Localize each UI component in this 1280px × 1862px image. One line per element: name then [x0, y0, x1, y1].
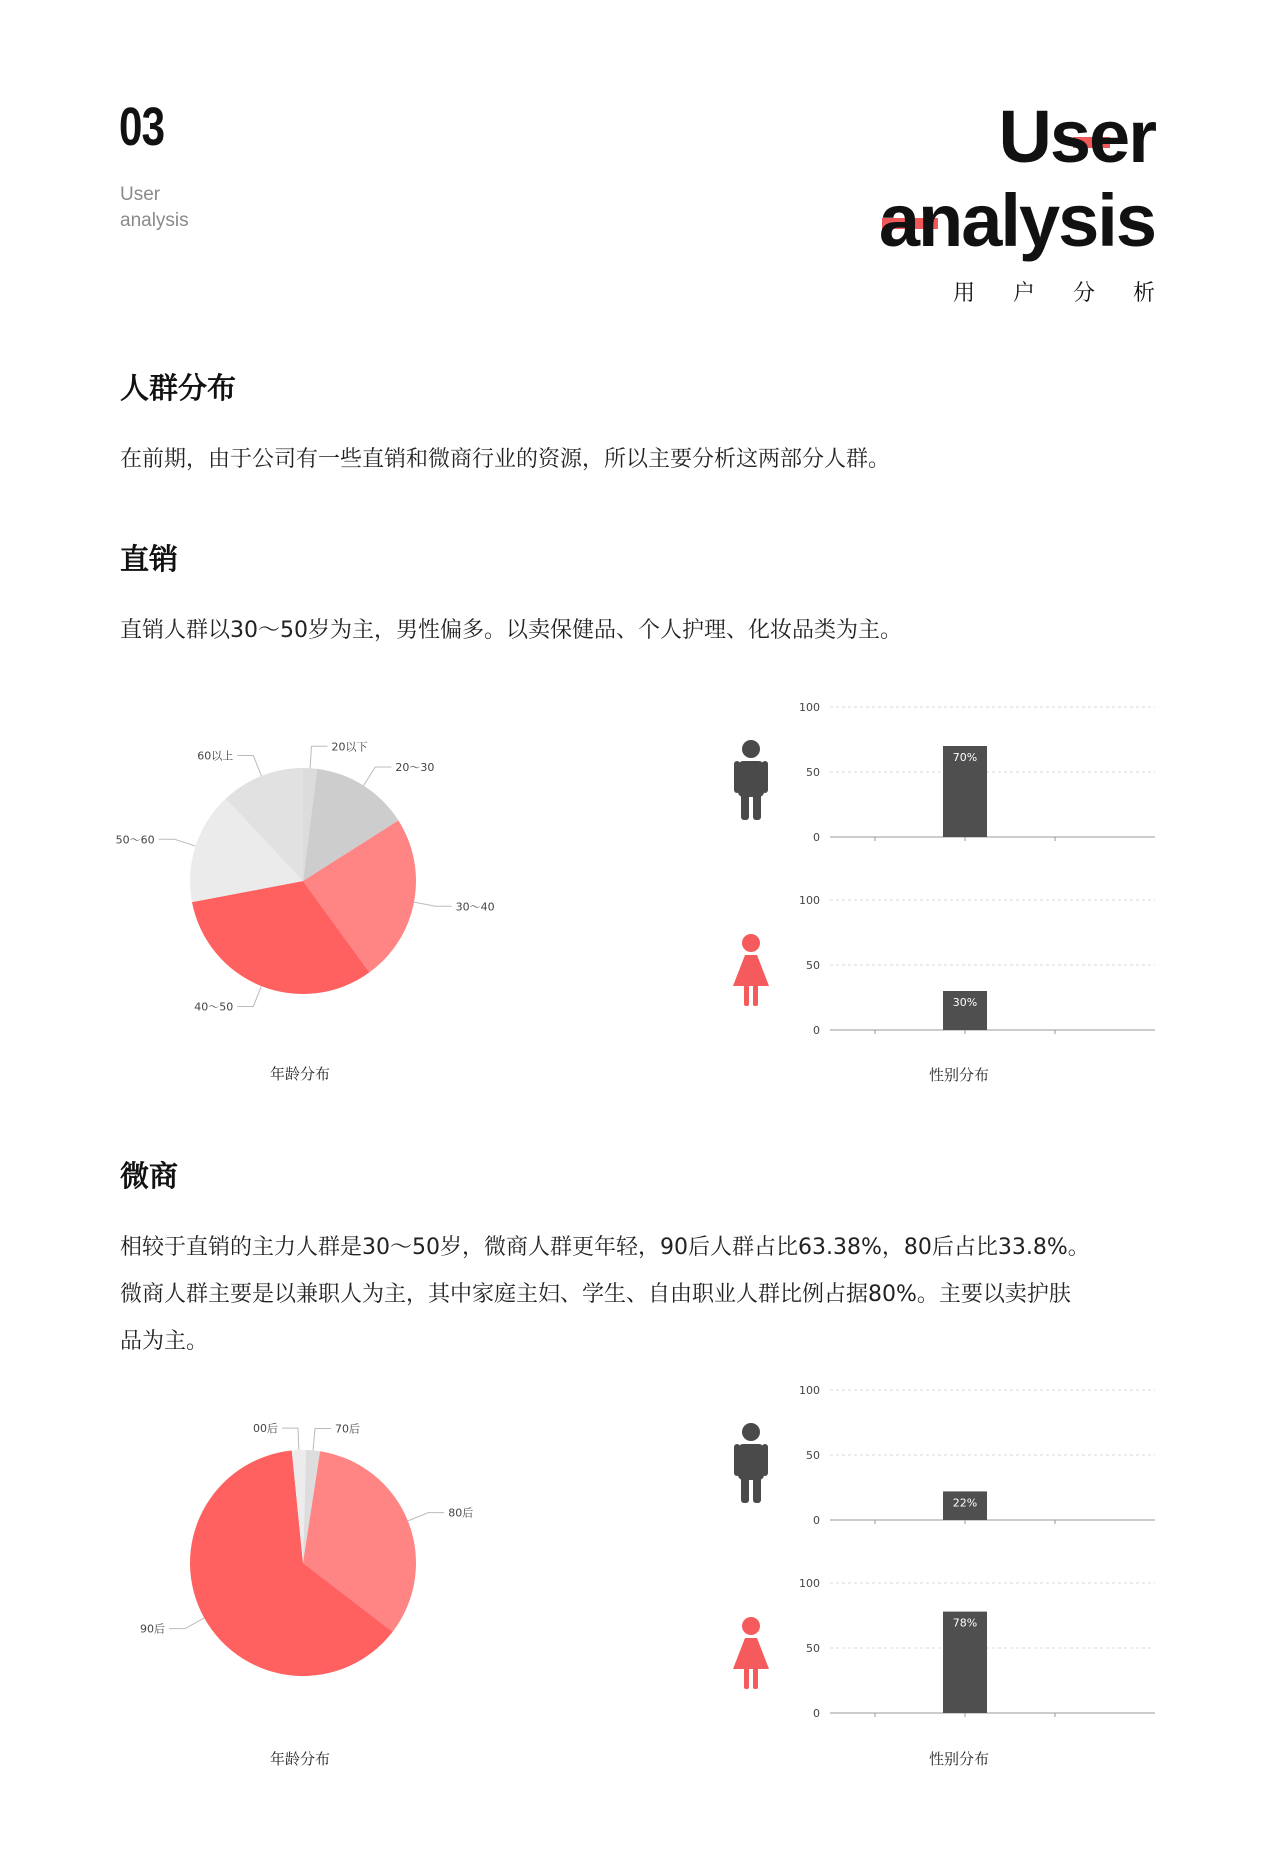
- gender-direct-male-bar-label: 70%: [952, 751, 978, 764]
- heading-direct-sales: 直销: [120, 542, 179, 576]
- gender-wechat-male-ytick-1: 50: [806, 1449, 820, 1462]
- gender-direct-female-ytick-0: 0: [813, 1024, 820, 1037]
- age-chart-caption-wechat: 年龄分布: [270, 1750, 331, 1768]
- age-direct-label-4: 50～60: [115, 833, 155, 847]
- age-direct-leader-2: [414, 902, 452, 906]
- age-wechat-leader-0: [313, 1429, 331, 1451]
- gender-direct-male-ytick-0: 0: [813, 831, 820, 844]
- gender-wechat-male-ytick-2: 100: [799, 1384, 820, 1397]
- paragraph-wechat-line-3: 品为主。: [120, 1329, 209, 1354]
- gender-direct-male-ytick-1: 50: [806, 766, 820, 779]
- heading-wechat: 微商: [120, 1159, 179, 1193]
- paragraph-wechat: [120, 1224, 1160, 1365]
- section-subtitle-line-2: analysis: [120, 210, 189, 231]
- section-subtitle-line-1: User: [120, 184, 161, 205]
- gender-direct-female-icon: [733, 934, 769, 1006]
- page-title-line-1: User: [998, 95, 1155, 178]
- gender-wechat-male-icon: [734, 1423, 768, 1503]
- gender-direct-female-bar-label: 30%: [952, 996, 978, 1009]
- age-direct-leader-4: [159, 839, 196, 846]
- age-wechat-leader-3: [282, 1428, 299, 1450]
- gender-wechat-female-bar-label: 78%: [952, 1616, 978, 1630]
- gender-direct-male-icon: [734, 740, 768, 820]
- age-direct-label-1: 20～30: [395, 761, 435, 775]
- heading-population: 人群分布: [120, 371, 237, 405]
- age-chart-caption-direct: 年龄分布: [270, 1065, 331, 1083]
- age-wechat-label-3: 00后: [253, 1422, 279, 1436]
- gender-wechat-female-ytick-1: 50: [806, 1642, 820, 1655]
- gender-bar-chart-wechat: [733, 1384, 1155, 1720]
- page-title-line-2: analysis: [878, 179, 1155, 262]
- gender-wechat-male-bar-label: 22%: [952, 1496, 978, 1510]
- paragraph-direct-sales: 直销人群以30～50岁为主，男性偏多。以卖保健品、个人护理、化妆品类为主。: [120, 618, 902, 643]
- age-direct-label-3: 40～50: [194, 1000, 234, 1014]
- age-direct-label-5: 60以上: [197, 749, 234, 763]
- age-direct-leader-5: [237, 755, 261, 775]
- gender-chart-caption-direct: 性别分布: [929, 1066, 990, 1084]
- age-direct-label-0: 20以下: [331, 740, 368, 754]
- gender-wechat-female-ytick-0: 0: [813, 1707, 820, 1720]
- paragraph-wechat-line-1: 相较于直销的主力人群是30～50岁，微商人群更年轻，90后人群占比63.38%，80后占比33.8%。: [120, 1235, 1090, 1260]
- page-title-chinese: 用户分析: [952, 281, 1193, 306]
- section-number: 03: [119, 97, 165, 157]
- age-wechat-label-0: 70后: [335, 1422, 361, 1436]
- age-pie-chart-wechat: [140, 1422, 473, 1676]
- age-direct-leader-0: [310, 746, 327, 768]
- age-wechat-leader-2: [169, 1618, 204, 1629]
- gender-direct-female-ytick-2: 100: [799, 894, 820, 907]
- gender-chart-caption-wechat: 性别分布: [929, 1750, 990, 1768]
- age-direct-leader-1: [364, 767, 392, 786]
- paragraph-population: 在前期，由于公司有一些直销和微商行业的资源，所以主要分析这两部分人群。: [120, 447, 891, 472]
- gender-wechat-female-icon: [733, 1617, 769, 1689]
- gender-direct-male-ytick-2: 100: [799, 701, 820, 714]
- paragraph-wechat-line-2: 微商人群主要是以兼职人为主，其中家庭主妇、学生、自由职业人群比例占据80%。主要以卖护肤: [120, 1282, 1071, 1307]
- age-direct-leader-3: [237, 986, 261, 1006]
- age-pie-chart-direct: [116, 740, 495, 1013]
- age-wechat-leader-1: [408, 1513, 444, 1521]
- gender-wechat-female-ytick-2: 100: [799, 1577, 820, 1590]
- gender-wechat-male-ytick-0: 0: [813, 1514, 820, 1527]
- age-direct-label-2: 30～40: [455, 900, 495, 914]
- gender-bar-chart-direct: [733, 701, 1155, 1037]
- age-wechat-label-1: 80后: [448, 1506, 474, 1520]
- gender-direct-female-ytick-1: 50: [806, 959, 820, 972]
- age-wechat-label-2: 90后: [140, 1622, 166, 1636]
